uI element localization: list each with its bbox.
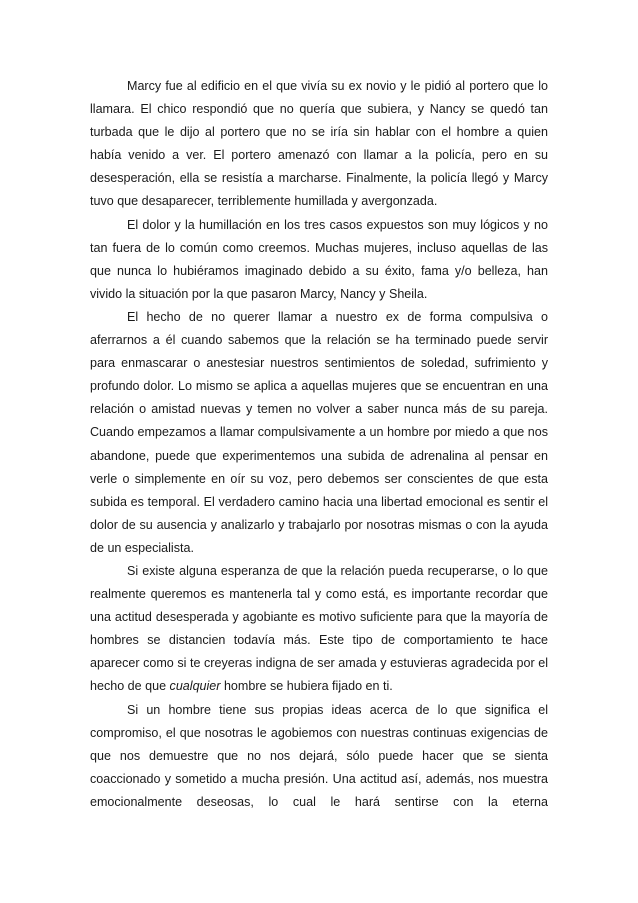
- paragraph-3: El hecho de no querer llamar a nuestro ex de forma compulsiva o aferrarnos a él cuando sabemos que la relación se ha terminado puede servir para enmascarar o anestesiar nuestros sentimientos de soledad, sufrimiento y profundo dolor. Lo mismo se aplica a aquellas mujeres que se encuentran en una relación o amistad nuevas y temen no volver a saber nunca más de su pareja. Cuando empezamos a llamar compulsivamente a un hombre por miedo a que nos abandone, puede que experimentemos una subida de adrenalina al pensar en verle o simplemente en oír su voz, pero debemos ser conscientes de que esta subida es temporal. El verdadero camino hacia una libertad emocional es sentir el dolor de su ausencia y analizarlo y trabajarlo por nosotras mismas o con la ayuda de un especialista.: [90, 309, 548, 555]
- text-body: [90, 75, 548, 814]
- paragraph-4-text-before: Si existe alguna esperanza de que la relación pueda recuperarse, o lo que realmente queremos es mantenerla tal y como está, es importante recordar que una actitud desesperada y agobiante es motivo suficiente para que la mayoría de hombres se distancien todavía más. Este tipo de comportamiento te hace aparecer como si te creyeras indigna de ser amada y estuvieras agradecida por el hecho de que: [90, 563, 548, 694]
- italic-word: cualquier: [169, 679, 221, 694]
- paragraph-4-text-after: hombre se hubiera fijado en ti.: [220, 679, 393, 694]
- paragraph-1: Marcy fue al edificio en el que vivía su ex novio y le pidió al portero que lo llamara. El chico respondió que no quería que subiera, y Nancy se quedó tan turbada que le dijo al portero que no se iría sin hablar con el hombre a quien había venido a ver. El portero amenazó con llamar a la policía, pero en su desesperación, ella se resistía a marcharse. Finalmente, la policía llegó y Marcy tuvo que desaparecer, terriblemente humillada y avergonzada.: [90, 79, 548, 209]
- paragraph-5: Si un hombre tiene sus propias ideas acerca de lo que significa el compromiso, el que nosotras le agobiemos con nuestras continuas exigencias de que nos demuestre que no nos dejará, sólo puede hacer que se sienta coaccionado y sometido a mucha presión. Una actitud así, además, nos muestra emocionalmente deseosas, lo cual le hará sentirse con la eterna: [90, 702, 548, 809]
- paragraph-2: El dolor y la humillación en los tres casos expuestos son muy lógicos y no tan fuera de lo común como creemos. Muchas mujeres, incluso aquellas de las que nunca lo hubiéramos imaginado debido a su éxito, fama y/o belleza, han vivido la situación por la que pasaron Marcy, Nancy y Sheila.: [90, 217, 548, 301]
- paragraph-4: [90, 560, 548, 699]
